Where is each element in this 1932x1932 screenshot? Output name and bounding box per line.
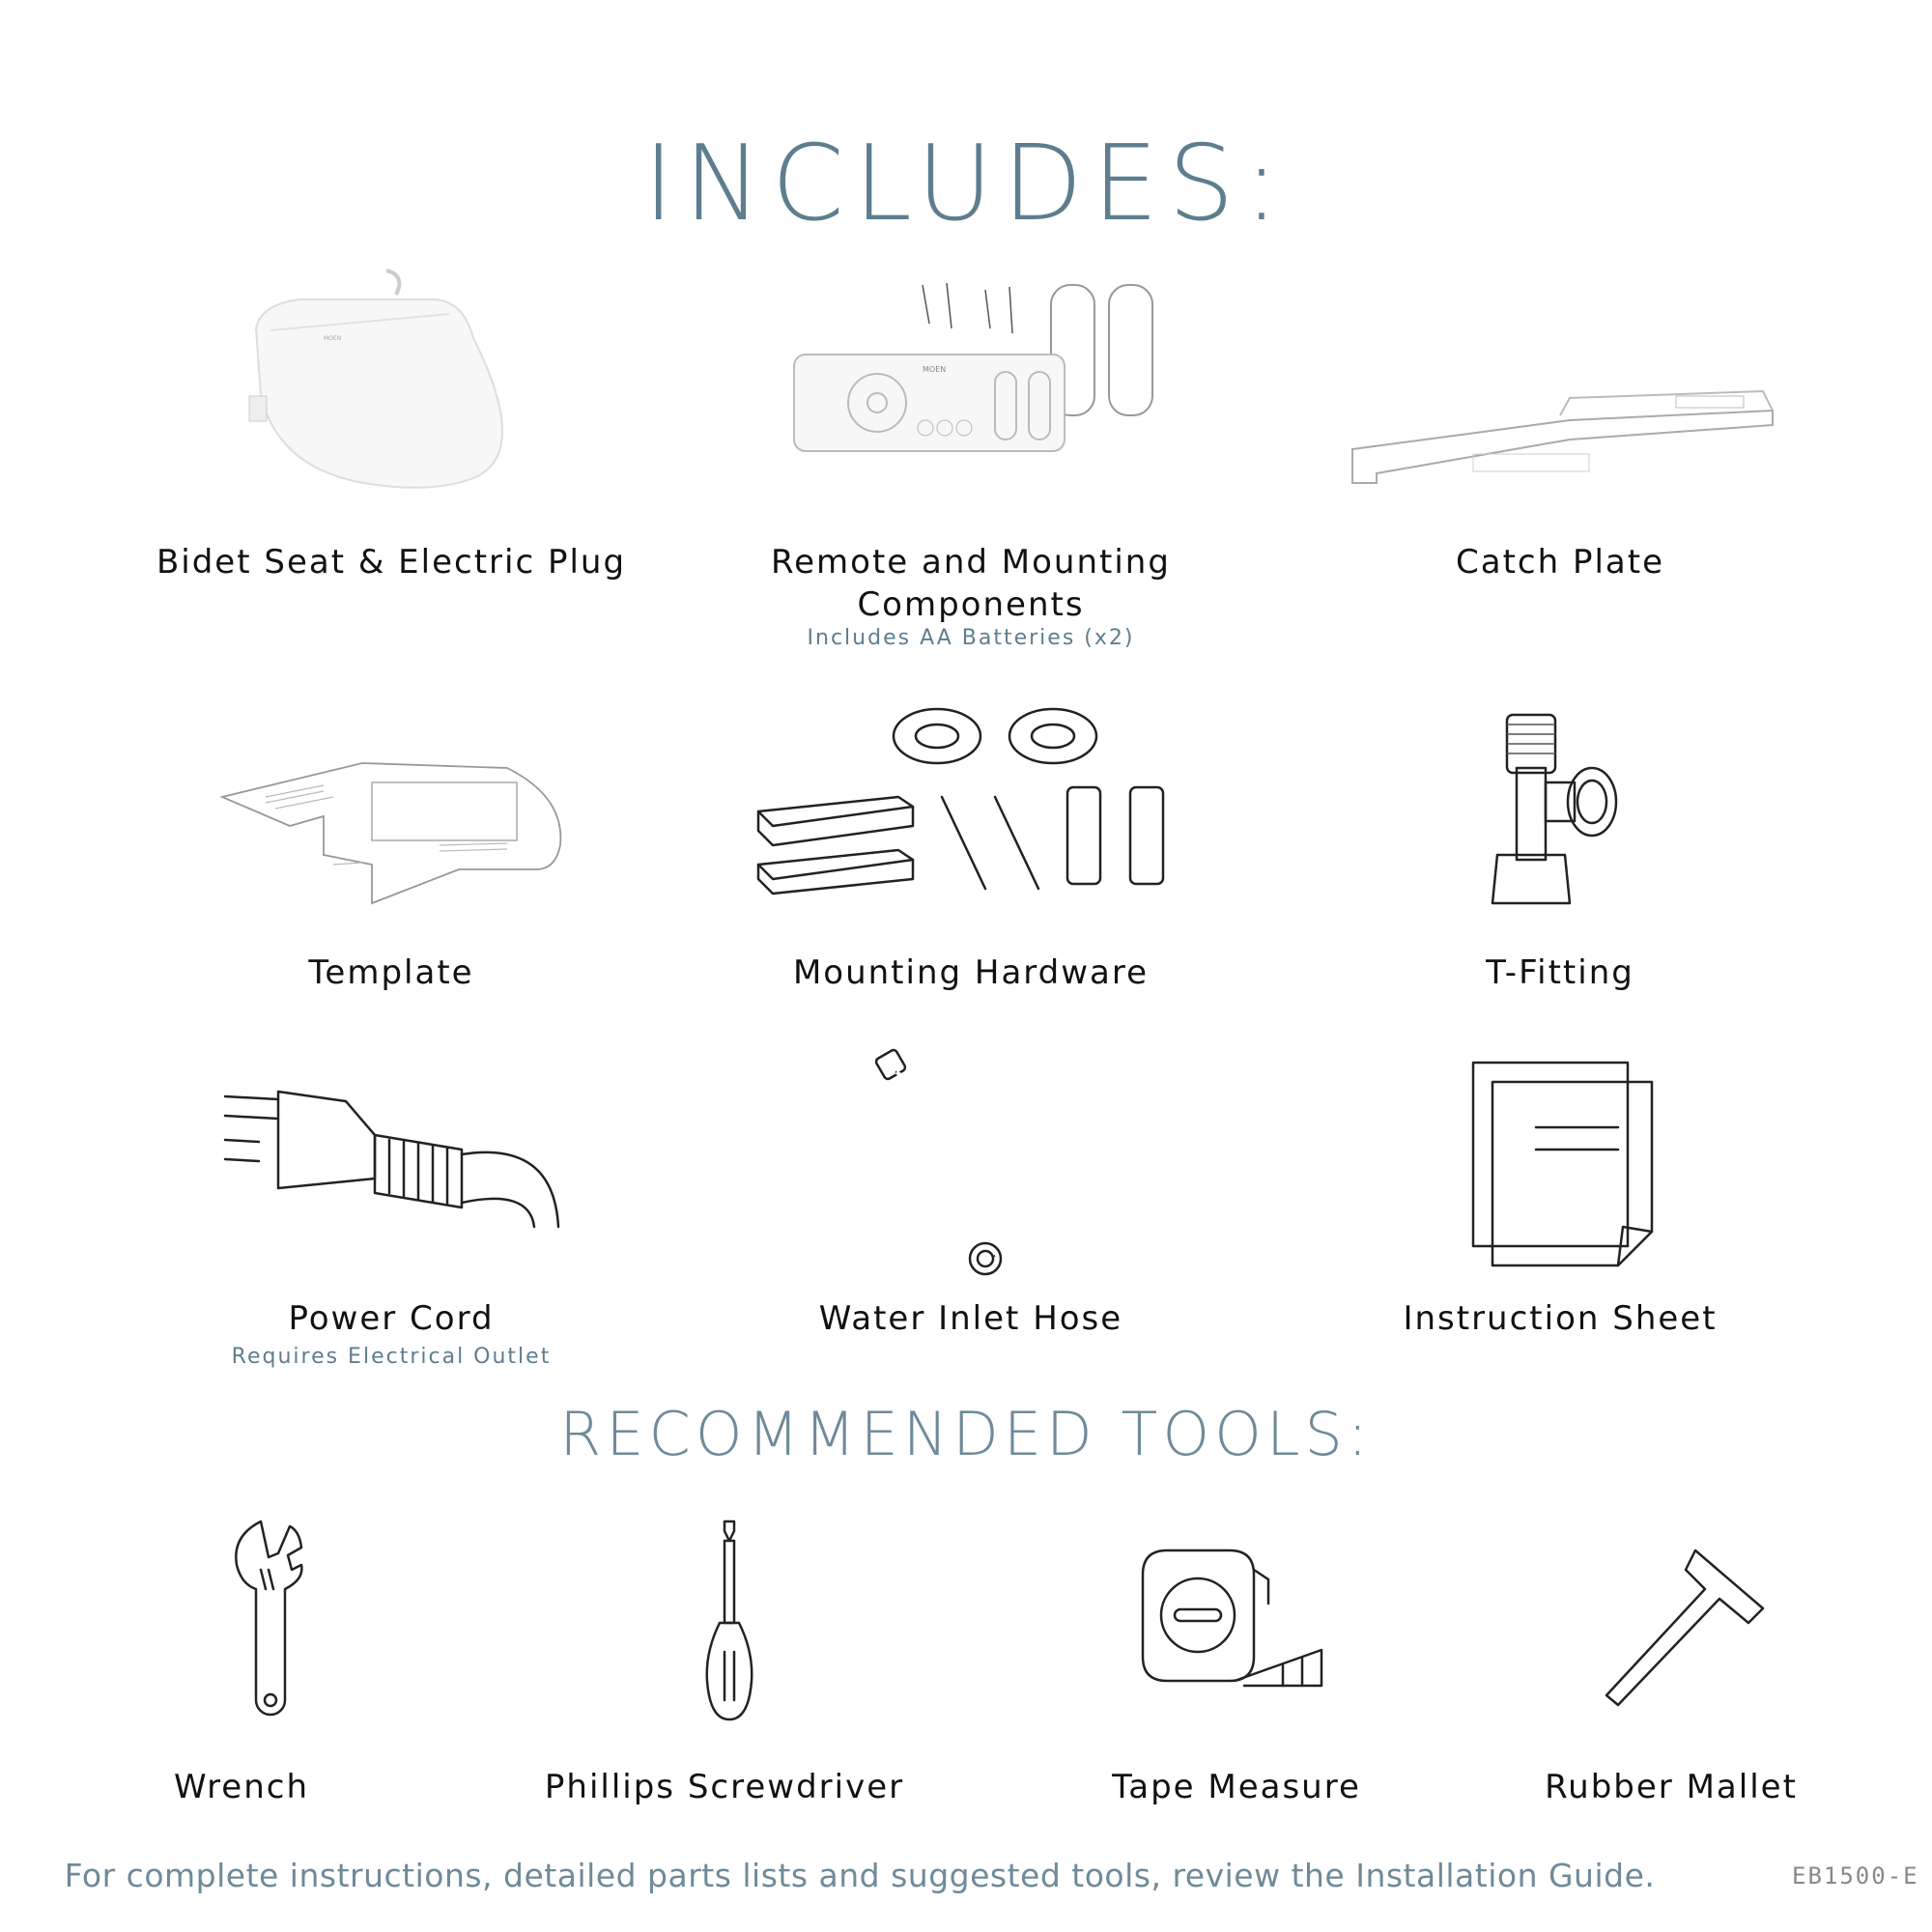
- tape-measure-icon: [1138, 1546, 1331, 1695]
- item-label-water-hose: Water Inlet Hose: [818, 1299, 1123, 1338]
- item-sub-remote: Includes AA Batteries (x2): [807, 626, 1135, 650]
- t-fitting-illustration: [1478, 710, 1642, 913]
- item-sub-power-cord: Requires Electrical Outlet: [231, 1345, 552, 1369]
- water-inlet-hose-illustration: [869, 1048, 1082, 1280]
- item-label-template: Template: [308, 953, 474, 992]
- tool-label-screwdriver: Phillips Screwdriver: [544, 1768, 905, 1806]
- item-label-remote-line2: Components: [857, 585, 1085, 624]
- tool-label-wrench: Wrench: [173, 1768, 310, 1806]
- remote-and-components-illustration: [792, 275, 1179, 459]
- catch-plate-illustration: [1348, 386, 1782, 493]
- template-illustration: [217, 758, 575, 913]
- item-label-t-fitting: T-Fitting: [1486, 953, 1634, 992]
- instruction-sheet-illustration: [1468, 1058, 1662, 1280]
- remote-brand: MOEN: [923, 365, 947, 374]
- item-label-bidet-seat: Bidet Seat & Electric Plug: [156, 543, 627, 582]
- item-label-mounting-hardware: Mounting Hardware: [792, 953, 1150, 992]
- item-label-power-cord: Power Cord: [288, 1299, 495, 1338]
- document-code: EB1500-E: [1792, 1862, 1919, 1889]
- tool-label-rubber-mallet: Rubber Mallet: [1545, 1768, 1798, 1806]
- bidet-seat-illustration: [242, 261, 551, 493]
- mallet-icon: [1599, 1546, 1768, 1710]
- tools-title: RECOMMENDED TOOLS:: [559, 1399, 1373, 1469]
- item-label-catch-plate: Catch Plate: [1456, 543, 1664, 582]
- mounting-hardware-illustration: [753, 705, 1188, 898]
- item-label-instruction-sheet: Instruction Sheet: [1403, 1299, 1718, 1338]
- wrench-icon: [222, 1517, 319, 1724]
- includes-title: INCLUDES:: [642, 124, 1290, 244]
- svg-text:MOEN: MOEN: [324, 335, 342, 342]
- footer-note: For complete instructions, detailed parts lists and suggested tools, review the Installation Guide.: [64, 1857, 1656, 1894]
- screwdriver-icon: [696, 1517, 763, 1724]
- item-label-remote: Remote and Mounting: [771, 543, 1171, 582]
- power-cord-illustration: [220, 1082, 568, 1236]
- tool-label-tape-measure: Tape Measure: [1112, 1768, 1361, 1806]
